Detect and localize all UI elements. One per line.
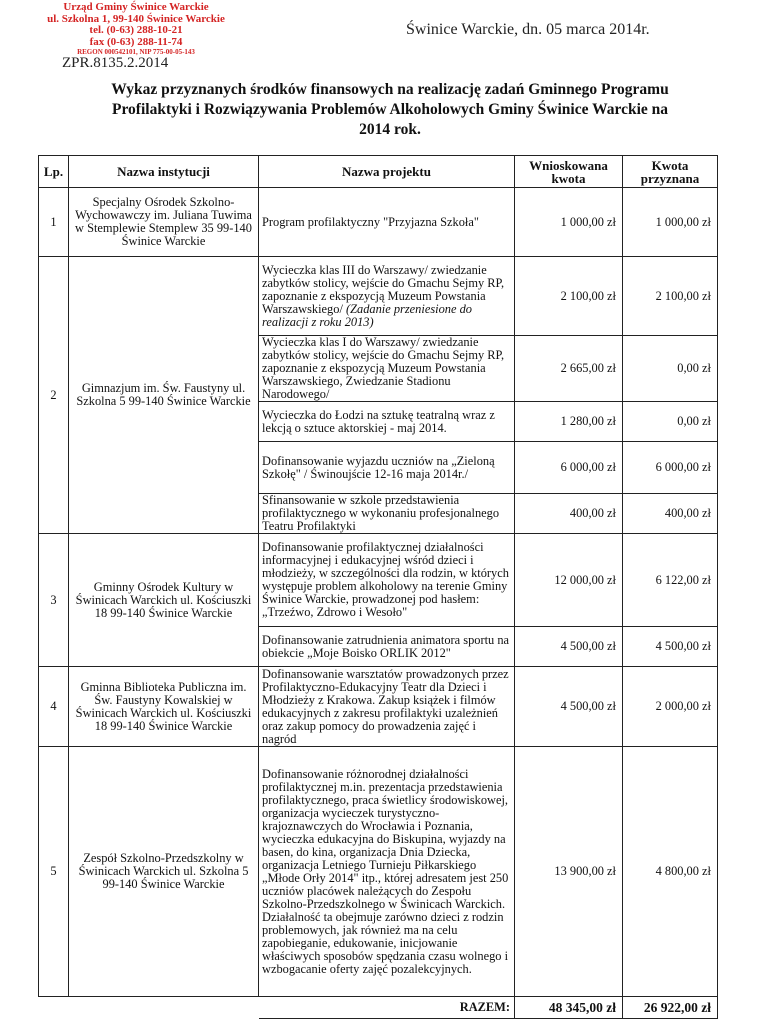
- totals-spacer: [39, 997, 69, 1019]
- requested-amount: 1 000,00 zł: [515, 188, 623, 257]
- table-row: [39, 667, 718, 747]
- requested-amount: 4 500,00 zł: [515, 667, 623, 747]
- project-name: Wycieczka klas I do Warszawy/ zwiedzanie zabytków stolicy, wejście do Gmachu Sejmy RP, zapoznanie z ekspozycją Muzeum Powstania Warszawskiego, Zwiedzanie Stadionu Narodowego/: [259, 336, 515, 402]
- stamp-line: REGON 000542101, NIP 775-00-05-143: [77, 48, 195, 56]
- granted-amount: 0,00 zł: [623, 402, 718, 442]
- project-name: Dofinansowanie różnorodnej działalności profilaktycznej m.in. prezentacja przedstawienia profilaktycznego, praca świetlicy środowiskowej, organizacja wycieczek turystyczno-krajoznawczych do Wrocławia i Poznania, wycieczka edukacyjna do Biskupina, wyjazdy na basen, do kina, organizacja Dnia Dziecka, organizacja Letniego Turnieju Piłkarskiego „Młode Orły 2014" itp., której adresatem jest 250 uczniów placówek należących do Zespołu Szkolno-Przedszkolnego w Świnicach Warckich. Działalność ta obejmuje zarówno dzieci z rodzin problemowych, jak również ma na celu zapobieganie, edukowanie, inicjowanie właściwych sposobów spędzania czasu wolnego i wzbogacanie oferty zajęć pozalekcyjnych.: [259, 747, 515, 997]
- project-note: (Zadanie przeniesione do realizacji z roku 2013): [262, 301, 472, 329]
- granted-amount: 0,00 zł: [623, 336, 718, 402]
- total-requested: 48 345,00 zł: [515, 997, 623, 1019]
- stamp-line: ul. Szkolna 1, 99-140 Świnice Warckie: [47, 12, 225, 25]
- granted-amount: 400,00 zł: [623, 494, 718, 534]
- stamp-line: fax (0-63) 288-11-74: [89, 35, 183, 48]
- project-name: Dofinansowanie warsztatów prowadzonych przez Profilaktyczno-Edukacyjny Teatr dla Dzieci i Młodzieży z Krakowa. Zakup książek i filmów edukacyjnych z zakresu profilaktyki uzależnień oraz zakup pomocy do prowadzenia zajęć i nagród: [259, 667, 515, 747]
- requested-amount: 2 100,00 zł: [515, 257, 623, 336]
- granted-amount: 2 100,00 zł: [623, 257, 718, 336]
- requested-amount: 13 900,00 zł: [515, 747, 623, 997]
- header-project: Nazwa projektu: [259, 156, 515, 188]
- requested-amount: 6 000,00 zł: [515, 442, 623, 494]
- place-and-date: Świnice Warckie, dn. 05 marca 2014r.: [406, 21, 650, 38]
- grants-table: [38, 155, 718, 1019]
- project-name: Dofinansowanie profilaktycznej działalności informacyjnej i edukacyjnej wśród dzieci i młodzieży, w szczególności dla rodzin, w których występuje problem alkoholowy na terenie Gminy Świnice Warckie, prowadzonej pod hasłem: „Trzeźwo, Zdrowo i Wesoło": [259, 534, 515, 627]
- granted-amount: 6 122,00 zł: [623, 534, 718, 627]
- granted-amount: 4 500,00 zł: [623, 627, 718, 667]
- requested-amount: 2 665,00 zł: [515, 336, 623, 402]
- total-granted: 26 922,00 zł: [623, 997, 718, 1019]
- project-name: Dofinansowanie zatrudnienia animatora sportu na obiekcie „Moje Boisko ORLIK 2012": [259, 627, 515, 667]
- institution-name: Zespół Szkolno-Przedszkolny w Świnicach Warckich ul. Szkolna 5 99-140 Świnice Warckie: [69, 747, 259, 997]
- granted-amount: 1 000,00 zł: [623, 188, 718, 257]
- office-stamp: [36, 2, 236, 56]
- institution-name: Specjalny Ośrodek Szkolno-Wychowawczy im. Juliana Tuwima w Stemplewie Stemplew 35 99-140 Świnice Warckie: [69, 188, 259, 257]
- project-name: Wycieczka klas III do Warszawy/ zwiedzanie zabytków stolicy, wejście do Gmachu Sejmy RP, zapoznanie z ekspozycją Muzeum Powstania Warszawskiego/: [262, 262, 505, 316]
- institution-name: Gminny Ośrodek Kultury w Świnicach Warckich ul. Kościuszki 18 99-140 Świnice Warckie: [69, 534, 259, 667]
- row-lp: 3: [39, 534, 69, 667]
- stamp-line: tel. (0-63) 288-10-21: [89, 24, 183, 36]
- row-lp: 2: [39, 257, 69, 534]
- granted-amount: 6 000,00 zł: [623, 442, 718, 494]
- granted-amount: 2 000,00 zł: [623, 667, 718, 747]
- totals-label: RAZEM:: [259, 997, 515, 1019]
- table-row: [39, 257, 718, 336]
- header-requested: Wnioskowana kwota: [515, 156, 623, 188]
- requested-amount: 12 000,00 zł: [515, 534, 623, 627]
- header-granted: Kwota przyznana: [623, 156, 718, 188]
- row-lp: 4: [39, 667, 69, 747]
- institution-name: Gminna Biblioteka Publiczna im. Św. Faustyny Kowalskiej w Świnicach Warckich ul. Kościuszki 18 99-140 Świnice Warckie: [69, 667, 259, 747]
- totals-spacer: [69, 997, 259, 1019]
- table-row: [39, 747, 718, 997]
- requested-amount: 1 280,00 zł: [515, 402, 623, 442]
- requested-amount: 4 500,00 zł: [515, 627, 623, 667]
- project-name: Wycieczka do Łodzi na sztukę teatralną wraz z lekcją o sztuce aktorskiej - maj 2014.: [259, 402, 515, 442]
- project-name: Dofinansowanie wyjazdu uczniów na „Zieloną Szkołę" / Świnoujście 12-16 maja 2014r./: [259, 442, 515, 494]
- header-institution: Nazwa instytucji: [69, 156, 259, 188]
- row-lp: 5: [39, 747, 69, 997]
- header-lp: Lp.: [39, 156, 69, 188]
- table-row: [39, 534, 718, 627]
- project-cell: [259, 257, 515, 336]
- stamp-line: Urząd Gminy Świnice Warckie: [63, 1, 209, 13]
- granted-amount: 4 800,00 zł: [623, 747, 718, 997]
- document-signum: ZPR.8135.2.2014: [62, 55, 169, 71]
- project-name: Program profilaktyczny "Przyjazna Szkoła": [259, 188, 515, 257]
- institution-name: Gimnazjum im. Św. Faustyny ul. Szkolna 5 99-140 Świnice Warckie: [69, 257, 259, 534]
- totals-row: [39, 997, 718, 1019]
- project-name: Sfinansowanie w szkole przedstawienia profilaktycznego w wykonaniu profesjonalnego Teatru Profilaktyki: [259, 494, 515, 534]
- row-lp: 1: [39, 188, 69, 257]
- requested-amount: 400,00 zł: [515, 494, 623, 534]
- document-title: Wykaz przyznanych środków finansowych na realizację zadań Gminnego Programu Profilaktyki i Rozwiązywania Problemów Alkoholowych Gminy Świnice Warckie na 2014 rok.: [111, 81, 669, 138]
- table-row: [39, 188, 718, 257]
